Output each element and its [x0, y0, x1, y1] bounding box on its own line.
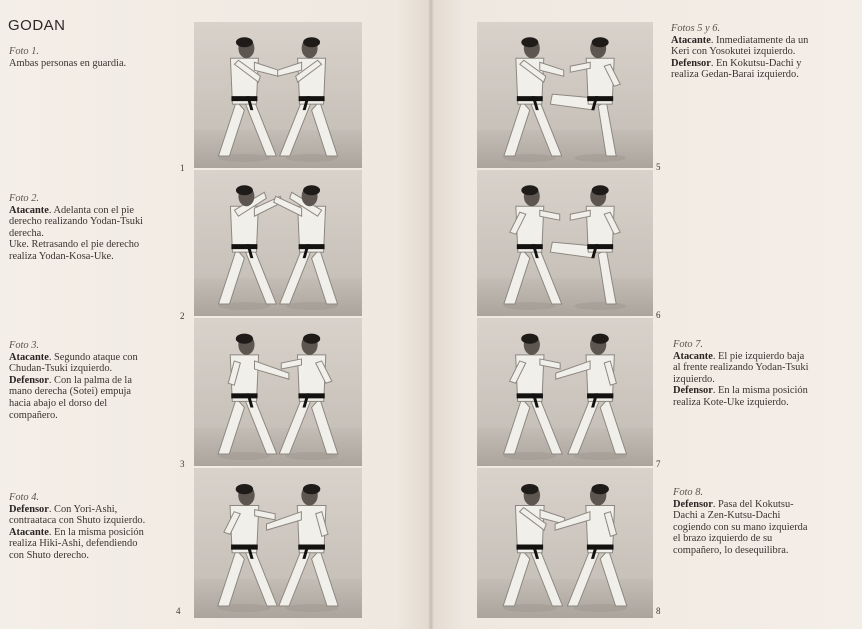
- caption-heading: Foto 2.: [9, 193, 40, 204]
- caption-heading: Fotos 5 y 6.: [671, 23, 721, 34]
- caption-line: [9, 363, 138, 375]
- caption-role-label: Defensor: [671, 57, 711, 69]
- karateka-right: [278, 37, 338, 162]
- caption-text: el brazo izquierdo de su: [673, 533, 773, 545]
- caption-role-label: Defensor: [9, 503, 49, 515]
- caption-line: [9, 386, 138, 398]
- karate-photo-4: [194, 468, 362, 618]
- caption-text: cogiendo con su mano izquierda: [673, 521, 808, 533]
- caption-line: [9, 216, 143, 228]
- caption-line: [673, 545, 807, 557]
- caption-text: . En la misma posición: [712, 385, 808, 397]
- caption-role-label: Defensor: [673, 385, 713, 397]
- caption-heading: Foto 3.: [9, 340, 40, 351]
- photo-number-8: 8: [656, 606, 661, 616]
- caption-role-label: Atacante: [673, 350, 713, 362]
- caption-line: [671, 46, 808, 58]
- caption-text: . El pie izquierdo baja: [712, 350, 805, 362]
- caption-role-label: Atacante: [9, 204, 49, 216]
- photo-number-2: 2: [180, 311, 185, 321]
- page-title: GODAN: [8, 17, 66, 34]
- photo-number-5: 5: [656, 162, 661, 172]
- caption-line: [673, 510, 807, 522]
- caption-line: [9, 527, 145, 539]
- caption-text: derecha.: [9, 227, 44, 239]
- caption-line: [673, 533, 807, 545]
- photo-number-4: 4: [176, 606, 181, 616]
- karateka-left: [218, 334, 289, 460]
- caption-text: derecho realizando Yodan-Tsuki: [9, 216, 144, 228]
- photo-number-3: 3: [180, 459, 185, 469]
- karate-photo-2: [194, 170, 362, 316]
- caption-role-label: Atacante: [9, 351, 49, 363]
- caption-line: [673, 374, 808, 386]
- caption-text: hacia abajo el dorso del: [9, 397, 108, 409]
- karateka-right: [550, 37, 626, 162]
- caption-line: [9, 352, 138, 364]
- caption-heading: Foto 8.: [673, 487, 704, 498]
- caption-foto-4: [9, 492, 145, 562]
- photo-number-6: 6: [656, 310, 661, 320]
- caption-text: Uke. Retrasando el pie derecho: [9, 239, 140, 251]
- caption-text: compañero, lo desequilibra.: [673, 544, 789, 556]
- karateka-right: [555, 484, 627, 612]
- caption-text: . En Kokutsu-Dachi y: [710, 57, 802, 69]
- caption-line: [673, 362, 808, 374]
- karateka-figures: [194, 468, 362, 618]
- karateka-left: [218, 185, 282, 310]
- caption-line: [9, 410, 138, 422]
- photo-number-7: 7: [656, 459, 661, 469]
- caption-text: Chudan-Tsuki izquierdo.: [9, 363, 113, 375]
- caption-line: [673, 351, 808, 363]
- karateka-right: [274, 185, 338, 310]
- caption-line: [9, 375, 138, 387]
- caption-foto-7: [673, 339, 808, 409]
- karateka-figures: [194, 318, 362, 466]
- caption-line: [673, 397, 808, 409]
- caption-text: mano derecha (Sotei) empuja: [9, 386, 132, 398]
- caption-role-label: Defensor: [673, 498, 713, 510]
- karateka-figures: [477, 318, 653, 466]
- caption-text: . En la misma posición: [48, 526, 144, 538]
- caption-text: contraataca con Shuto izquierdo.: [9, 515, 146, 527]
- caption-text: . Pasa del Kokutsu-: [712, 498, 794, 510]
- caption-foto-3: [9, 340, 138, 421]
- karateka-figures: [477, 170, 653, 316]
- karate-photo-3: [194, 318, 362, 466]
- caption-role-label: Atacante: [9, 526, 49, 538]
- caption-text: al frente realizando Yodan-Tsuki: [673, 362, 809, 374]
- caption-line: [9, 538, 145, 550]
- caption-line: [9, 228, 143, 240]
- caption-line: [9, 504, 145, 516]
- karate-photo-7: [477, 318, 653, 466]
- caption-foto-8: [673, 487, 807, 557]
- caption-line: [9, 251, 143, 263]
- caption-line: [671, 58, 808, 70]
- caption-role-label: Defensor: [9, 374, 49, 386]
- caption-text: . Con Yori-Ashi,: [48, 503, 118, 515]
- caption-text: izquierdo.: [673, 373, 715, 385]
- caption-line: [673, 499, 807, 511]
- karateka-left: [503, 484, 565, 612]
- caption-heading: Foto 1.: [9, 46, 40, 57]
- caption-fotos-5-6: [671, 23, 808, 81]
- caption-foto-1: [9, 46, 126, 69]
- caption-role-label: Atacante: [671, 34, 711, 46]
- karateka-right: [556, 334, 627, 460]
- caption-text: realiza Yodan-Kosa-Uke.: [9, 250, 114, 262]
- karateka-figures: [477, 468, 653, 618]
- caption-line: [671, 69, 808, 81]
- karateka-left: [218, 37, 278, 162]
- karateka-figures: [194, 170, 362, 316]
- caption-line: [9, 515, 145, 527]
- photo-number-1: 1: [180, 163, 185, 173]
- caption-line: [673, 385, 808, 397]
- caption-foto-2: [9, 193, 143, 263]
- caption-text: . Adelanta con el pie: [48, 204, 134, 216]
- caption-text: realiza Kote-Uke izquierdo.: [673, 396, 789, 408]
- karateka-left: [218, 484, 277, 612]
- book-gutter: [428, 0, 434, 629]
- caption-text: con Shuto derecho.: [9, 549, 89, 561]
- caption-line: [9, 205, 143, 217]
- karateka-figures: [477, 22, 653, 168]
- karateka-right: [550, 185, 626, 310]
- caption-text: . Inmediatamente da un: [710, 34, 809, 46]
- caption-text: realiza Gedan-Barai izquierdo.: [671, 69, 799, 81]
- karateka-right: [267, 484, 339, 612]
- karateka-left: [504, 334, 563, 460]
- caption-line: [9, 239, 143, 251]
- caption-heading: Foto 4.: [9, 492, 40, 503]
- caption-text: realiza Hiki-Ashi, defendiendo: [9, 538, 138, 550]
- karate-photo-1: [194, 22, 362, 168]
- karateka-figures: [194, 22, 362, 168]
- caption-text: . Segundo ataque con: [48, 351, 138, 363]
- karate-photo-5: [477, 22, 653, 168]
- caption-text: Dachi a Zen-Kutsu-Dachi: [673, 510, 781, 522]
- caption-text: . Con la palma de la: [48, 374, 132, 386]
- caption-heading: Foto 7.: [673, 339, 704, 350]
- caption-line: Ambas personas en guardia.: [9, 57, 127, 69]
- karateka-right: [279, 334, 338, 460]
- caption-line: [671, 35, 808, 47]
- karate-photo-8: [477, 468, 653, 618]
- karate-photo-6: [477, 170, 653, 316]
- caption-text: compañero.: [9, 409, 58, 421]
- caption-line: [673, 522, 807, 534]
- caption-line: [9, 550, 145, 562]
- caption-line: [9, 398, 138, 410]
- caption-text: Keri con Yosokutei izquierdo.: [671, 46, 796, 58]
